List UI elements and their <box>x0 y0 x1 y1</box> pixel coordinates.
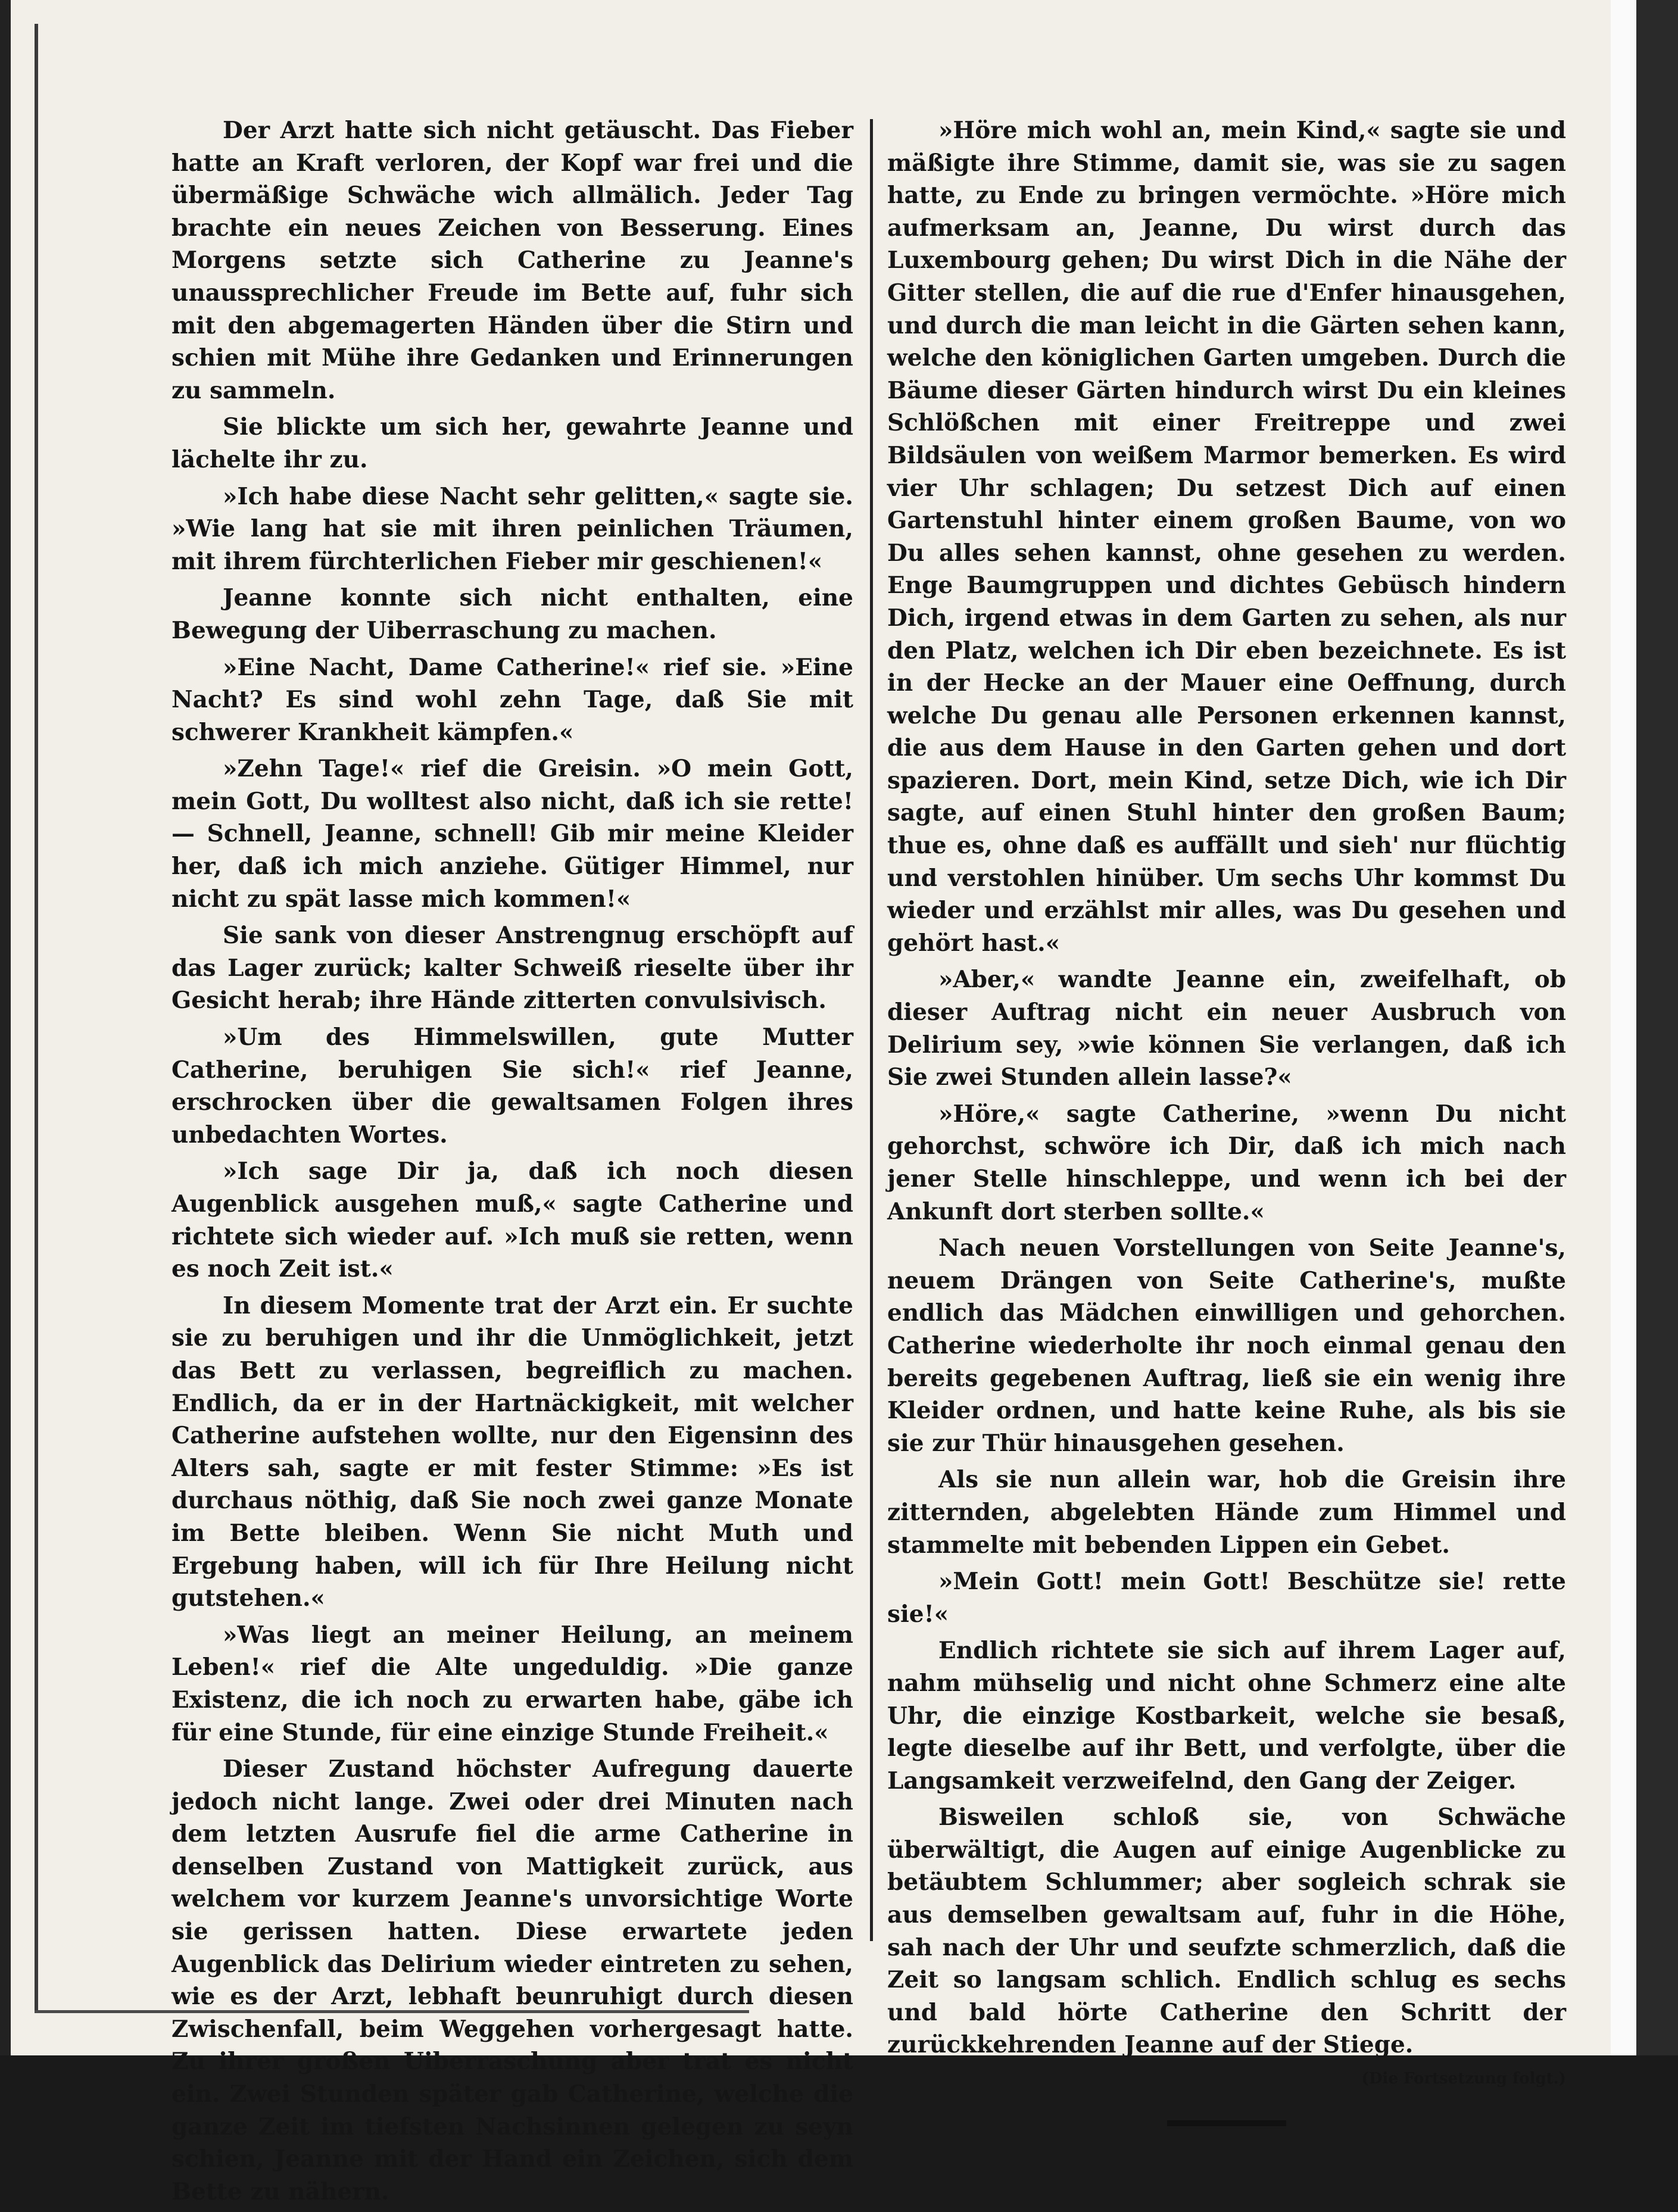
right-column <box>887 114 1566 2126</box>
paragraph: Nach neuen Vorstellungen von Seite Jeanne's, neuem Drängen von Seite Catherine's, mußte endlich das Mädchen einwilligen und gehorchen. Catherine wiederholte ihr noch einmal genau den bereits gegebenen Auftrag, ließ sie ein wenig ihre Kleider ordnen, und hatte keine Ruhe, als bis sie sie zur Thür hinausgehen gesehen. <box>887 1234 1566 1457</box>
continuation-note: (Die Fortsetzung folgt.) <box>1361 2070 1566 2088</box>
paragraph: »Ich sage Dir ja, daß ich noch diesen Augenblick ausgehen muß,« sagte Catherine und richtete sich wieder auf. »Ich muß sie retten, wenn es noch Zeit ist.« <box>171 1158 853 1283</box>
left-column <box>171 114 853 2212</box>
adjacent-page-edge <box>1611 0 1636 2055</box>
paragraph: »Mein Gott! mein Gott! Beschütze sie! rette sie!« <box>887 1568 1566 1628</box>
paragraph: »Was liegt an meiner Heilung, an meinem Leben!« rief die Alte ungeduldig. »Die ganze Existenz, die ich noch zu erwarten habe, gäbe ich für eine Stunde, für eine einzige Stunde Freiheit.« <box>171 1621 853 1746</box>
end-rule <box>1167 2120 1286 2126</box>
paragraph: Bisweilen schloß sie, von Schwäche überwältigt, die Augen auf einige Augenblicke zu betäubtem Schlummer; aber sogleich schrak sie aus demselben gewaltsam auf, fuhr in die Höhe, sah nach der Uhr und seufzte schmerzlich, daß die Zeit so langsam schlich. Endlich schlug es sechs und bald hörte Catherine den Schritt der zurückkehrenden Jeanne auf der Stiege. <box>887 1804 1566 2059</box>
paragraph: »Um des Himmelswillen, gute Mutter Catherine, beruhigen Sie sich!« rief Jeanne, erschrocken über die gewaltsamen Folgen ihres unbedachten Wortes. <box>171 1024 853 1149</box>
paragraph: In diesem Momente trat der Arzt ein. Er suchte sie zu beruhigen und ihr die Unmöglichkeit, jetzt das Bett zu verlassen, begreiflich zu machen. Endlich, da er in der Hartnäckigkeit, mit welcher Catherine aufstehen wollte, nur den Eigensinn des Alters sah, sagte er mit fester Stimme: »Es ist durchaus nöthig, daß Sie noch zwei ganze Monate im Bette bleiben. Wenn Sie nicht Muth und Ergebung haben, will ich für Ihre Heilung nicht gutstehen.« <box>171 1291 853 1612</box>
paragraph: »Höre mich wohl an, mein Kind,« sagte sie und mäßigte ihre Stimme, damit sie, was sie zu sagen hatte, zu Ende zu bringen vermöchte. »Höre mich aufmerksam an, Jeanne, Du wirst durch das Luxembourg gehen; Du wirst Dich in die Nähe der Gitter stellen, die auf die rue d'Enfer hinausgehen, und durch die man leicht in die Gärten sehen kann, welche den königlichen Garten umgeben. Durch die Bäume dieser Gärten hindurch wirst Du ein kleines Schlößchen mit einer Freitreppe und zwei Bildsäulen von weißem Marmor bemerken. Es wird vier Uhr schlagen; Du setzest Dich auf einen Gartenstuhl hinter einem großen Baume, von wo Du alles sehen kannst, ohne gesehen zu werden. Enge Baumgruppen und dichtes Gebüsch hindern Dich, irgend etwas in dem Garten zu sehen, als nur den Platz, welchen ich Dir eben bezeichnete. Es ist in der Hecke an der Mauer eine Oeffnung, durch welche Du genau alle Personen erkennen kannst, die aus dem Hause in den Garten gehen und dort spazieren. Dort, mein Kind, setze Dich, wie ich Dir sagte, auf einen Stuhl hinter den großen Baum; thue es, ohne daß es auffällt und sieh' nur flüchtig und verstohlen hinüber. Um sechs Uhr kommst Du wieder und erzählst mir alles, was Du gesehen und gehört hast.« <box>887 117 1566 957</box>
paragraph: Jeanne konnte sich nicht enthalten, eine Bewegung der Uiberraschung zu machen. <box>171 584 853 644</box>
left-page-border <box>35 24 38 2013</box>
paragraph: »Aber,« wandte Jeanne ein, zweifelhaft, ob dieser Auftrag nicht ein neuer Ausbruch von Delirium sey, »wie können Sie verlangen, daß ich Sie zwei Stunden allein lasse?« <box>887 966 1566 1091</box>
paragraph: »Ich habe diese Nacht sehr gelitten,« sagte sie. »Wie lang hat sie mit ihren peinlichen Träumen, mit ihrem fürchterlichen Fieber mir geschienen!« <box>171 482 853 575</box>
paragraph: Als sie nun allein war, hob die Greisin ihre zitternden, abgelebten Hände zum Himmel und stammelte mit bebenden Lippen ein Gebet. <box>887 1466 1566 1559</box>
paragraph: »Eine Nacht, Dame Catherine!« rief sie. »Eine Nacht? Es sind wohl zehn Tage, daß Sie mit schwerer Krankheit kämpfen.« <box>171 653 853 746</box>
paragraph: Der Arzt hatte sich nicht getäuscht. Das Fieber hatte an Kraft verloren, der Kopf war frei und die übermäßige Schwäche wich allmälich. Jeder Tag brachte ein neues Zeichen von Besserung. Eines Morgens setzte sich Catherine zu Jeanne's unaussprechlicher Freude im Bette auf, fuhr sich mit den abgemagerten Händen über die Stirn und schien mit Mühe ihre Gedanken und Erinnerungen zu sammeln. <box>171 117 853 404</box>
column-divider <box>870 119 873 1941</box>
paragraph: Sie blickte um sich her, gewahrte Jeanne und lächelte ihr zu. <box>171 413 853 473</box>
paragraph: »Höre,« sagte Catherine, »wenn Du nicht gehorchst, schwöre ich Dir, daß ich mich nach jener Stelle hinschleppe, und wenn ich bei der Ankunft dort sterben sollte.« <box>887 1100 1566 1225</box>
scanner-shadow <box>1636 0 1678 2055</box>
paragraph: »Zehn Tage!« rief die Greisin. »O mein Gott, mein Gott, Du wolltest also nicht, daß ich sie rette! — Schnell, Jeanne, schnell! Gib mir meine Kleider her, daß ich mich anziehe. Gütiger Himmel, nur nicht zu spät lasse mich kommen!« <box>171 755 853 913</box>
paragraph: Dieser Zustand höchster Aufregung dauerte jedoch nicht lange. Zwei oder drei Minuten nach dem letzten Ausrufe fiel die arme Catherine in denselben Zustand von Mattigkeit zurück, aus welchem vor kurzem Jeanne's unvorsichtige Worte sie gerissen hatten. Diese erwartete jeden Augenblick das Delirium wieder eintreten zu sehen, wie es der Arzt, lebhaft beunruhigt durch diesen Zwischenfall, beim Weggehen vorhergesagt hatte. Zu ihrer großen Uiberraschung aber trat es nicht ein. Zwei Stunden später gab Catherine, welche die ganze Zeit im tiefsten Nachsinnen gelegen zu seyn schien, Jeanne mit der Hand ein Zeichen, sich dem Bette zu nähern. <box>171 1755 853 2205</box>
paragraph: Endlich richtete sie sich auf ihrem Lager auf, nahm mühselig und nicht ohne Schmerz eine alte Uhr, die einzige Kostbarkeit, welche sie besaß, legte dieselbe auf ihr Bett, und verfolgte, über die Langsamkeit verzweifelnd, den Gang der Zeiger. <box>887 1637 1566 1795</box>
paragraph: Sie sank von dieser Anstrengnug erschöpft auf das Lager zurück; kalter Schweiß rieselte über ihr Gesicht herab; ihre Hände zitterten convulsivisch. <box>171 922 853 1015</box>
